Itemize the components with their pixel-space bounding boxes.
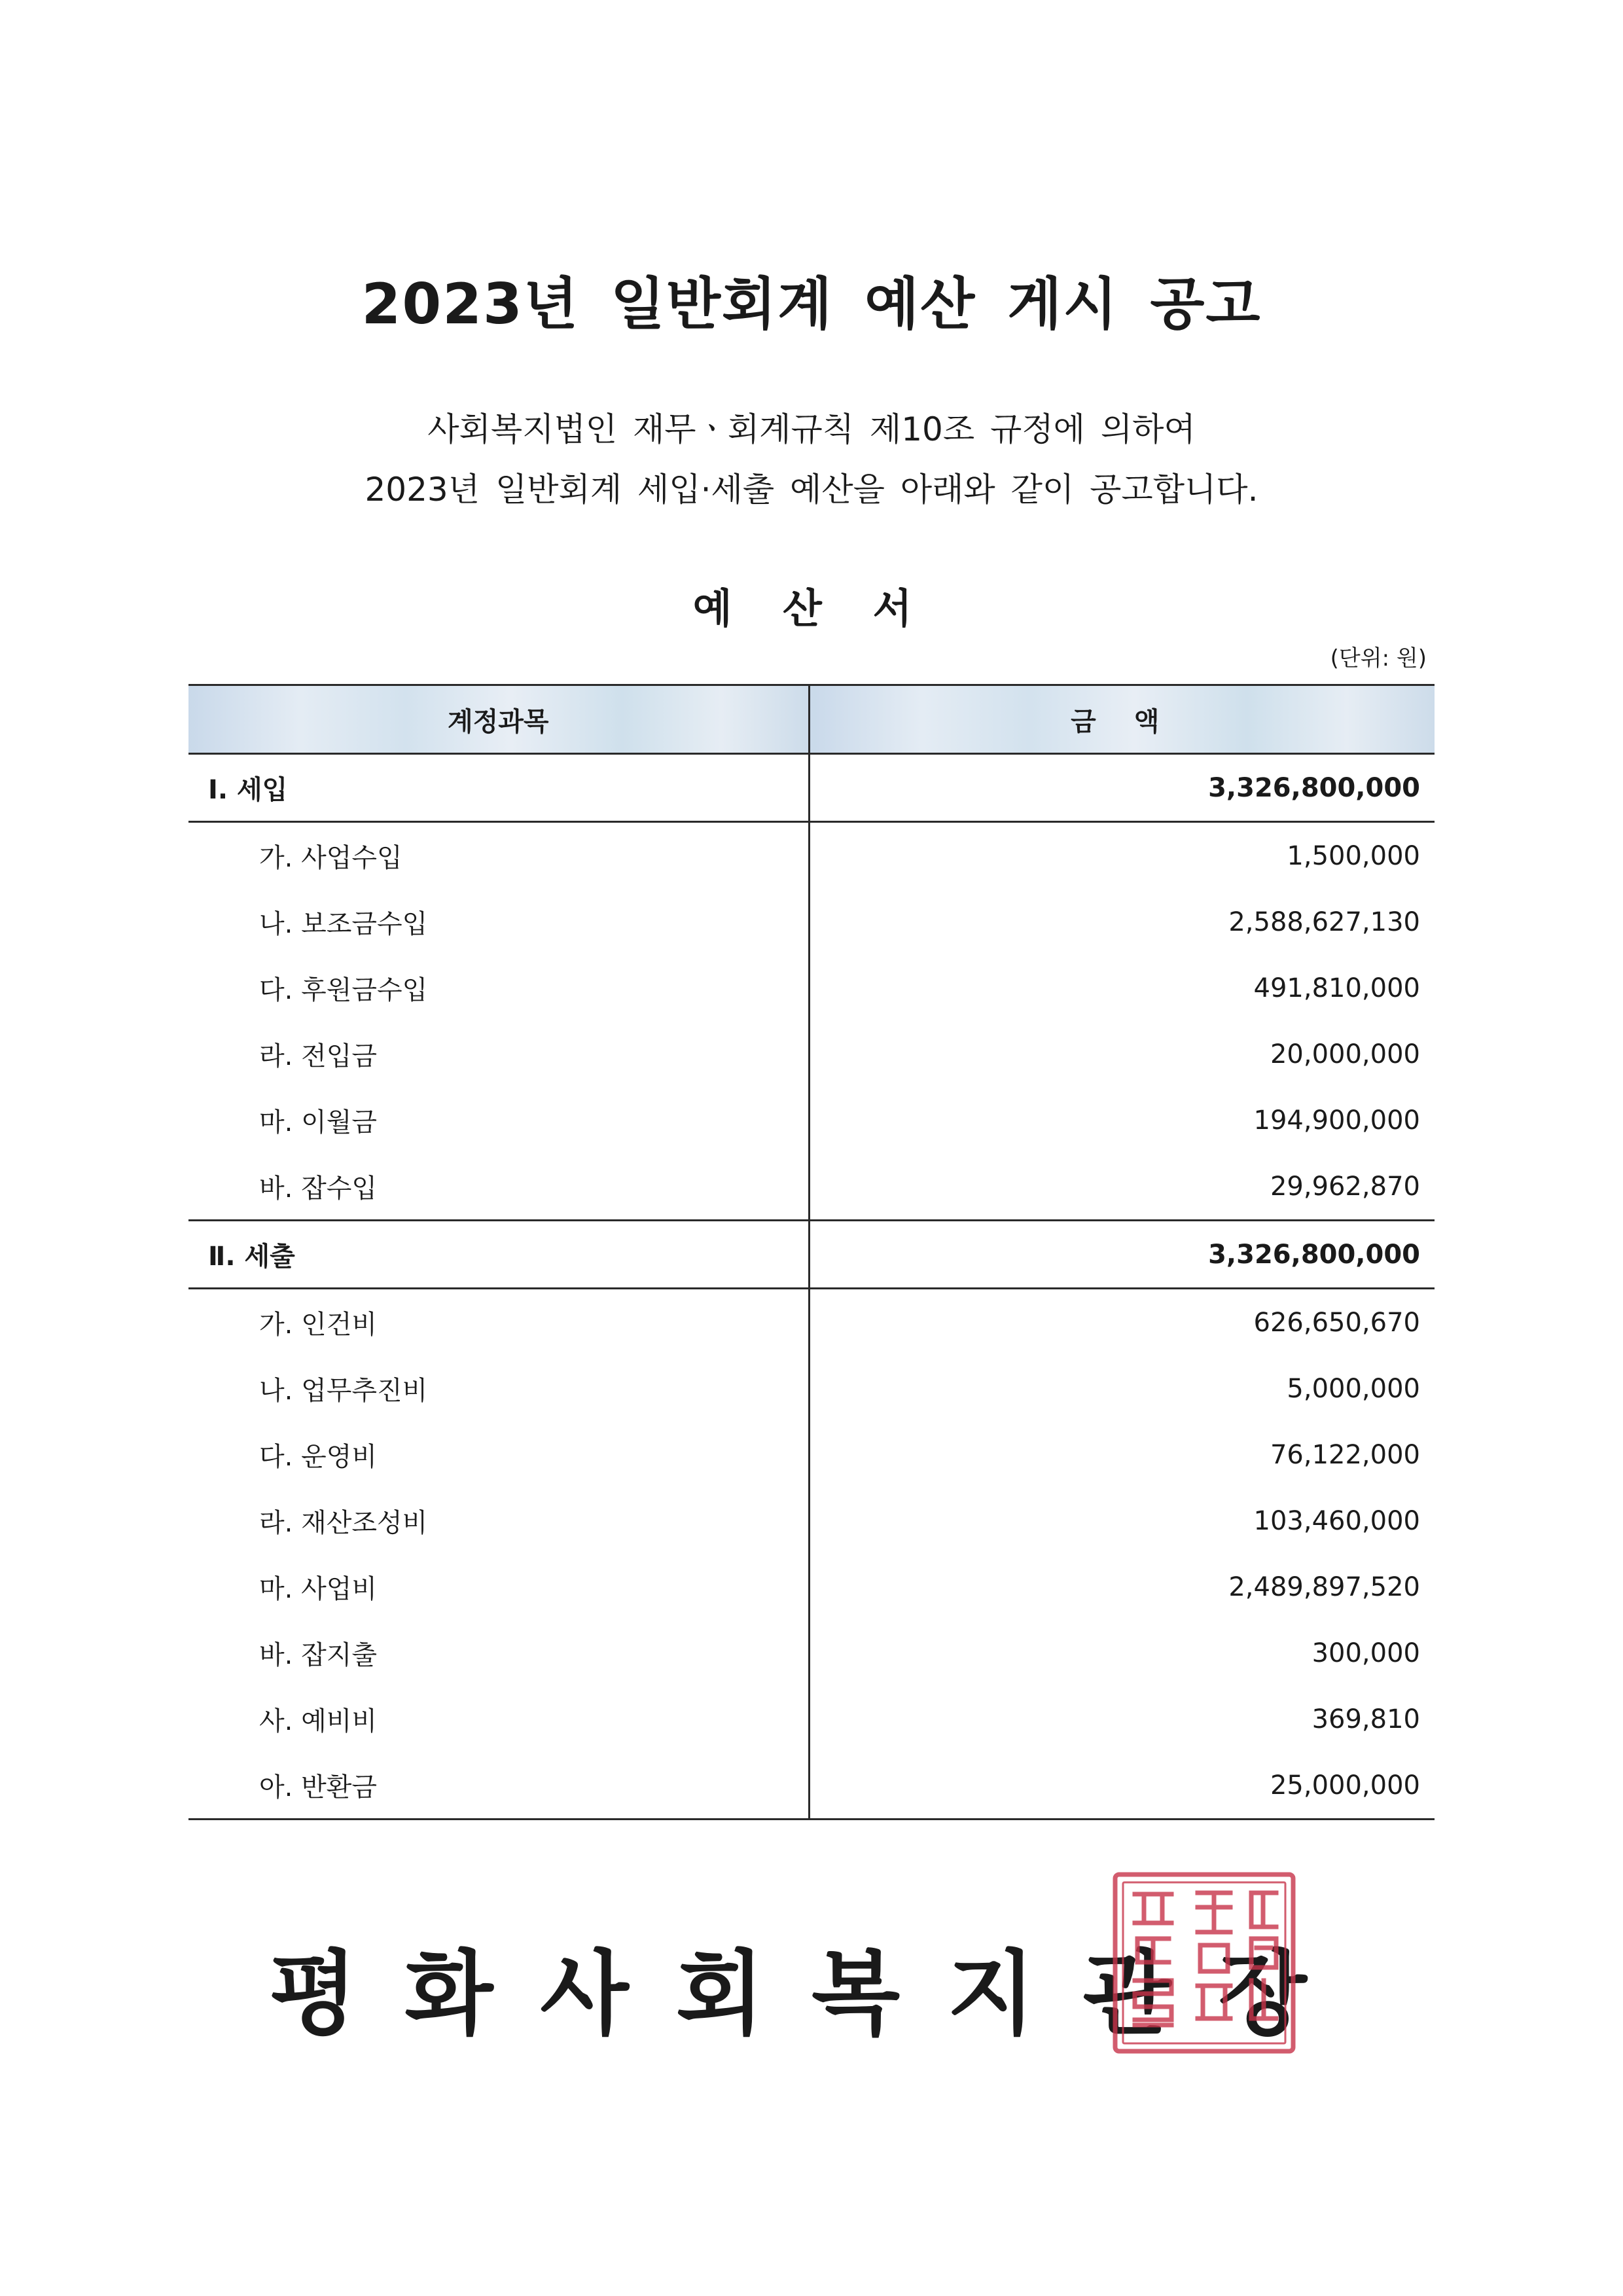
row-amount: 20,000,000 (809, 1021, 1435, 1087)
table-row (188, 955, 1435, 1021)
expenditure-section-row (188, 1221, 1435, 1289)
row-label: 다. 후원금수입 (259, 975, 428, 1005)
expenditure-total: 3,326,800,000 (809, 1221, 1435, 1289)
expenditure-label: Ⅱ. 세출 (188, 1221, 809, 1289)
row-label: 사. 예비비 (259, 1706, 377, 1736)
revenue-label: Ⅰ. 세입 (188, 754, 809, 822)
table-row (188, 1686, 1435, 1752)
table-row (188, 1554, 1435, 1620)
row-amount: 300,000 (809, 1620, 1435, 1686)
row-label: 나. 보조금수입 (259, 909, 428, 939)
budget-doc-title: 예 산 서 (692, 584, 931, 632)
table-row (188, 1021, 1435, 1087)
row-amount: 25,000,000 (809, 1752, 1435, 1820)
table-row (188, 1355, 1435, 1422)
row-amount: 491,810,000 (809, 955, 1435, 1021)
row-label: 아. 반환금 (188, 1752, 809, 1820)
row-amount: 1,500,000 (809, 822, 1435, 889)
table-row (188, 1620, 1435, 1686)
intro-line-2: 2023년 일반회계 세입·세출 예산을 아래와 같이 공고합니다. (365, 471, 1258, 509)
header-account: 계정과목 (188, 685, 809, 754)
row-label: 다. 운영비 (259, 1442, 377, 1472)
unit-label: (단위: 원) (1330, 645, 1427, 672)
director-signature: 평화사회복지관장 (269, 1941, 1354, 2048)
row-label: 가. 인건비 (259, 1310, 377, 1340)
row-label: 마. 사업비 (259, 1574, 377, 1604)
row-amount: 76,122,000 (809, 1422, 1435, 1488)
revenue-total: 3,326,800,000 (809, 754, 1435, 822)
row-amount: 29,962,870 (809, 1153, 1435, 1221)
row-amount: 194,900,000 (809, 1087, 1435, 1153)
table-row (188, 1289, 1435, 1356)
table-header-row (188, 685, 1435, 754)
table-row (188, 822, 1435, 889)
revenue-section-row (188, 754, 1435, 822)
budget-table (188, 684, 1435, 1820)
row-amount: 2,489,897,520 (809, 1554, 1435, 1620)
row-amount: 626,650,670 (809, 1289, 1435, 1356)
notice-intro (0, 399, 1623, 520)
row-label: 마. 이월금 (259, 1107, 377, 1138)
row-amount: 103,460,000 (809, 1488, 1435, 1554)
row-label: 바. 잡지출 (259, 1640, 377, 1670)
row-amount: 5,000,000 (809, 1355, 1435, 1422)
notice-title: 2023년 일반회계 예산 게시 공고 (361, 272, 1262, 337)
row-label: 바. 잡수입 (259, 1174, 377, 1204)
table-row (188, 1087, 1435, 1153)
row-label: 가. 사업수입 (259, 843, 402, 873)
table-row (188, 1752, 1435, 1820)
table-row (188, 1153, 1435, 1221)
row-label: 라. 전입금 (259, 1041, 377, 1071)
official-seal-stamp (1111, 1871, 1297, 2055)
intro-line-1: 사회복지법인 재무ㆍ회계규칙 제10조 규정에 의하여 (427, 410, 1196, 448)
row-amount: 2,588,627,130 (809, 889, 1435, 955)
row-amount: 369,810 (809, 1686, 1435, 1752)
row-label: 라. 재산조성비 (259, 1508, 428, 1538)
table-row (188, 1488, 1435, 1554)
table-row (188, 1422, 1435, 1488)
header-amount: 금 액 (809, 685, 1435, 754)
table-row (188, 889, 1435, 955)
row-label: 나. 업무추진비 (259, 1376, 428, 1406)
